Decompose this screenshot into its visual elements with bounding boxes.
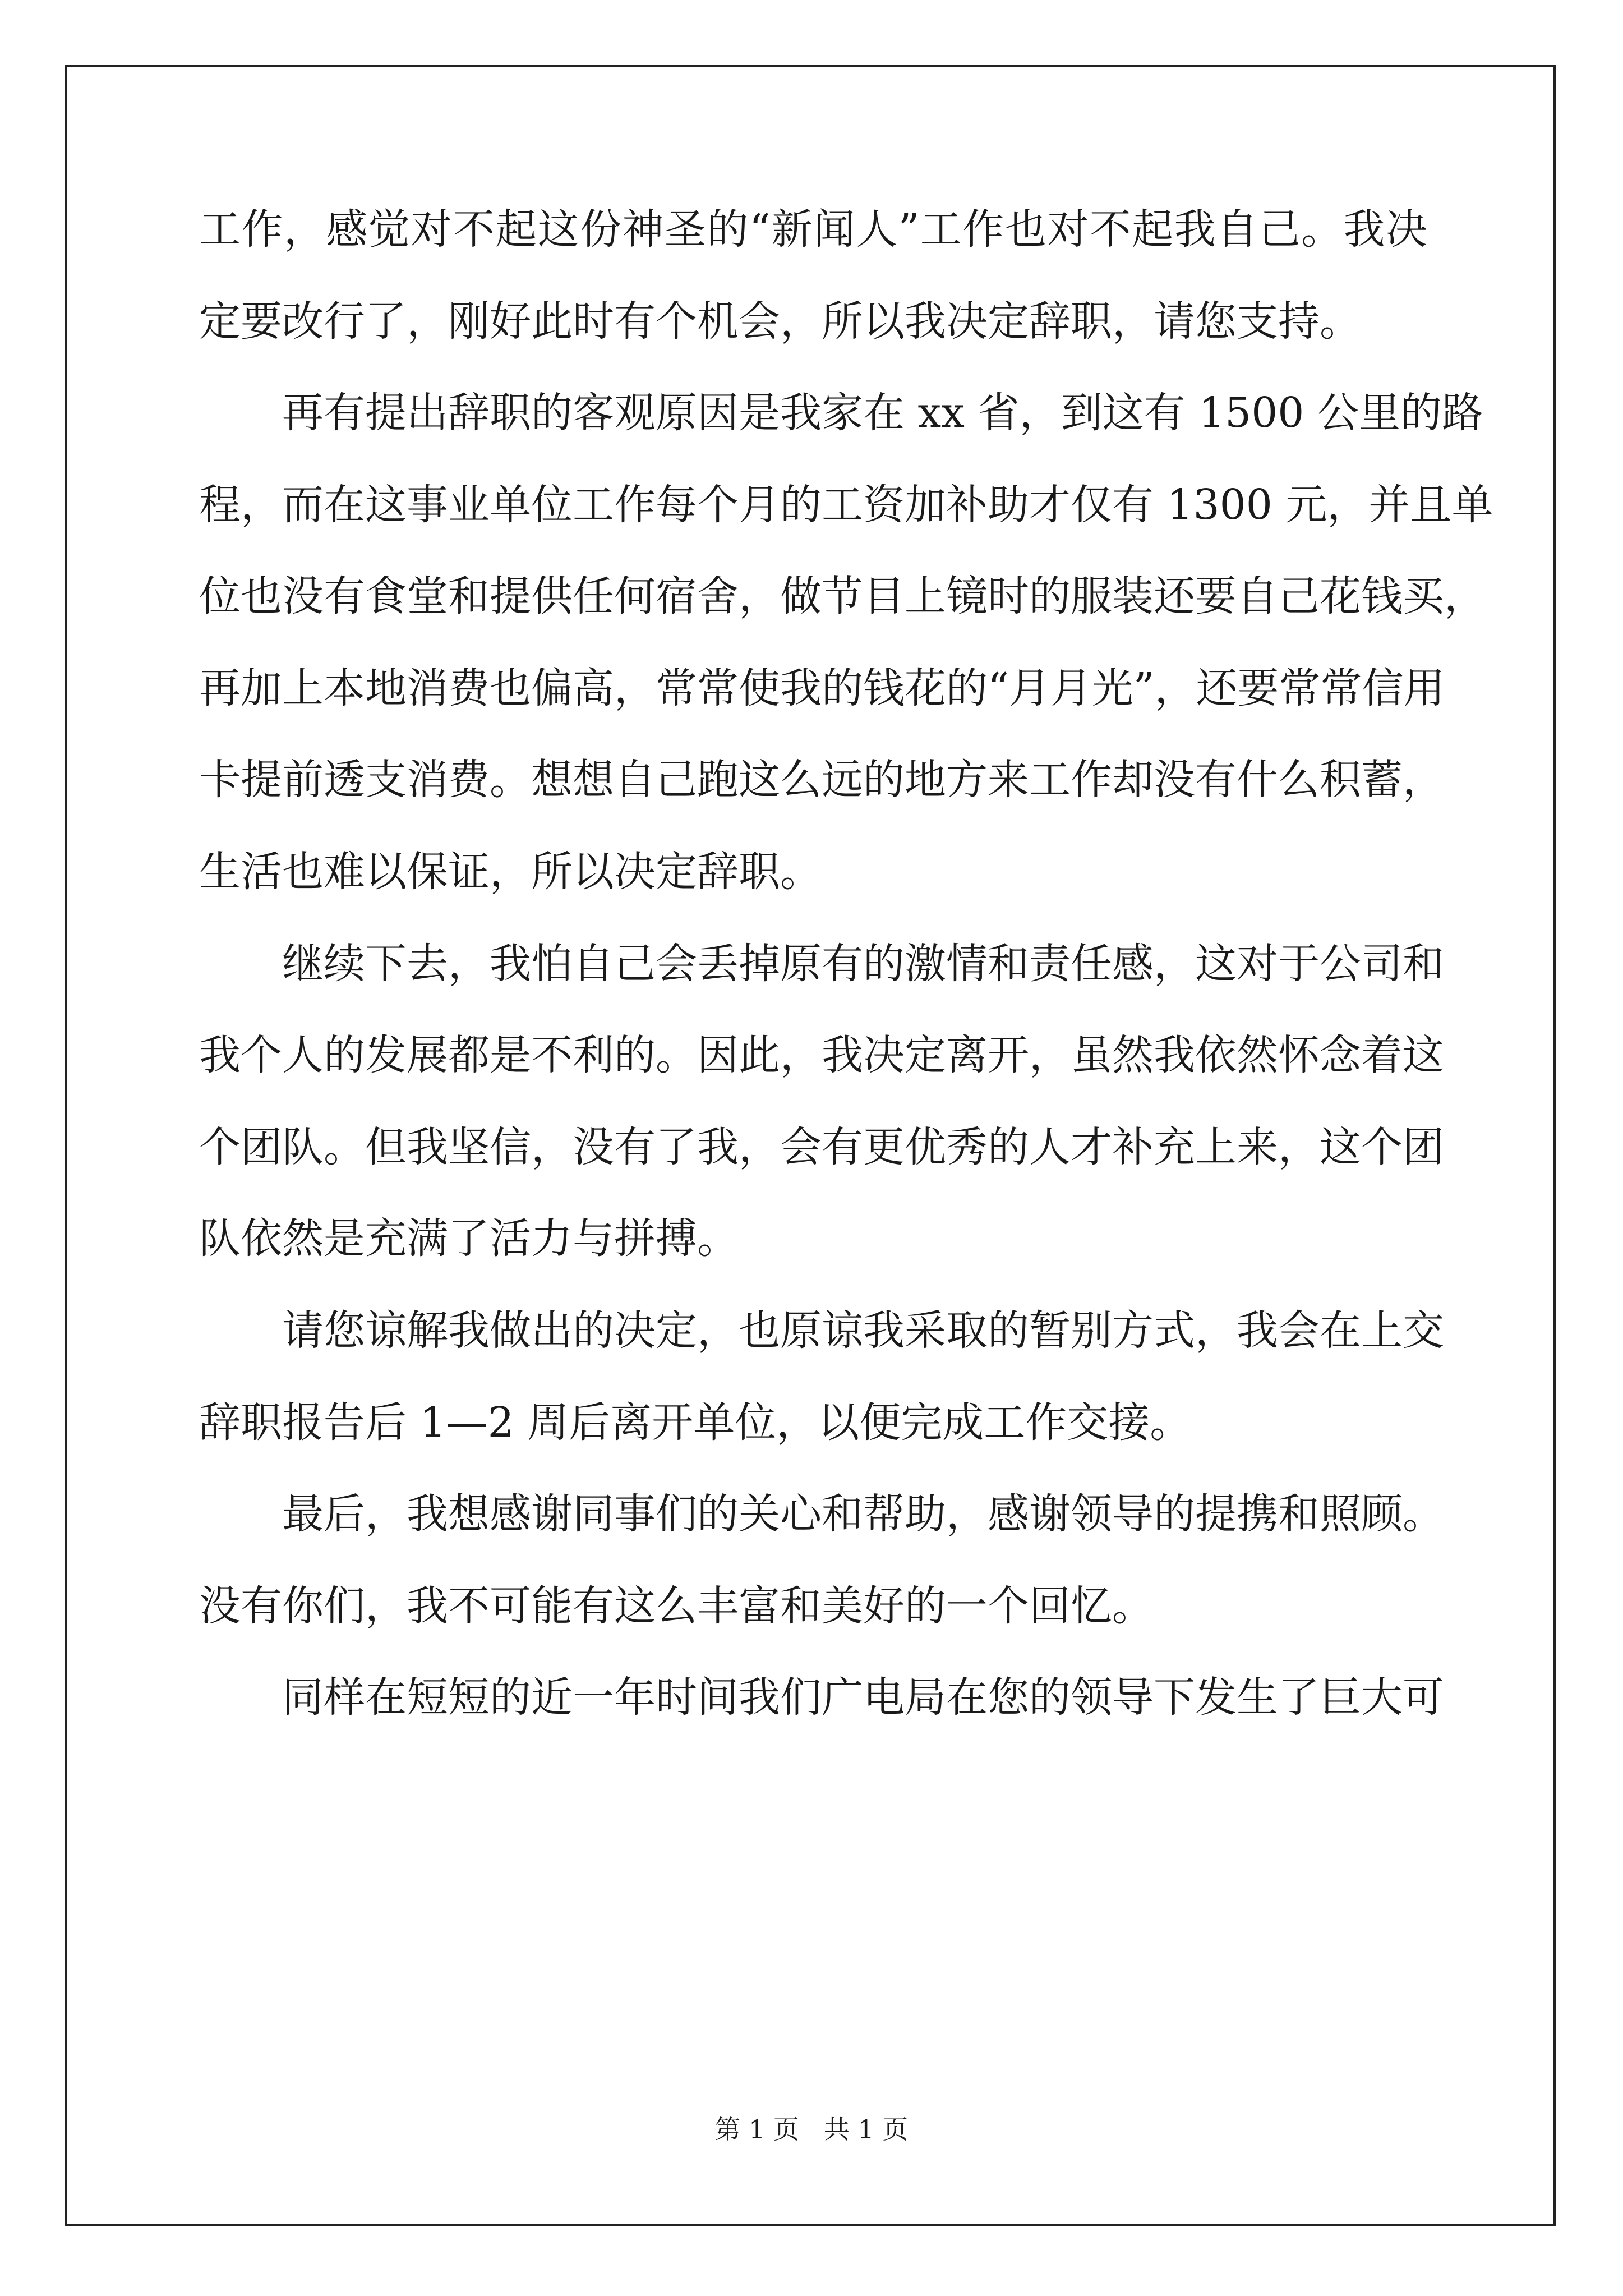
- text-line: 没有你们，我不可能有这么丰富和美好的一个回忆。: [199, 1582, 1154, 1630]
- text-line: 再有提出辞职的客观原因是我家在 xx 省，到这有 1500 公里的路: [282, 389, 1483, 437]
- text-line: 我个人的发展都是不利的。因此，我决定离开，虽然我依然怀念着这: [199, 1031, 1444, 1079]
- text-line: 继续下去，我怕自己会丢掉原有的激情和责任感，这对于公司和: [282, 940, 1444, 988]
- text-line: 程，而在这事业单位工作每个月的工资加补助才仅有 1300 元，并且单: [199, 481, 1493, 529]
- text-line: 辞职报告后 1—2 周后离开单位，以便完成工作交接。: [199, 1398, 1192, 1447]
- text-line: 个团队。但我坚信，没有了我，会有更优秀的人才补充上来，这个团: [199, 1123, 1444, 1171]
- text-line: 生活也难以保证，所以决定辞职。: [199, 848, 822, 896]
- text-line: 卡提前透支消费。想想自己跑这么远的地方来工作却没有什么积蓄，: [199, 756, 1444, 804]
- text-line: 再加上本地消费也偏高，常常使我的钱花的“月月光”，还要常常信用: [199, 664, 1445, 712]
- text-line: 工作，感觉对不起这份神圣的“新闻人”工作也对不起我自己。我决: [199, 205, 1427, 254]
- text-line: 同样在短短的近一年时间我们广电局在您的领导下发生了巨大可: [282, 1673, 1444, 1722]
- text-line: 定要改行了，刚好此时有个机会，所以我决定辞职，请您支持。: [199, 297, 1361, 346]
- text-line: 位也没有食堂和提供任何宿舍，做节目上镜时的服装还要自己花钱买，: [199, 572, 1486, 620]
- text-line: 请您谅解我做出的决定，也原谅我采取的暂别方式，我会在上交: [282, 1306, 1444, 1355]
- page-footer: 第 1 页 共 1 页: [714, 2114, 909, 2145]
- text-line: 队依然是充满了活力与拼搏。: [199, 1214, 739, 1263]
- text-line: 最后，我想感谢同事们的关心和帮助，感谢领导的提携和照顾。: [282, 1490, 1444, 1538]
